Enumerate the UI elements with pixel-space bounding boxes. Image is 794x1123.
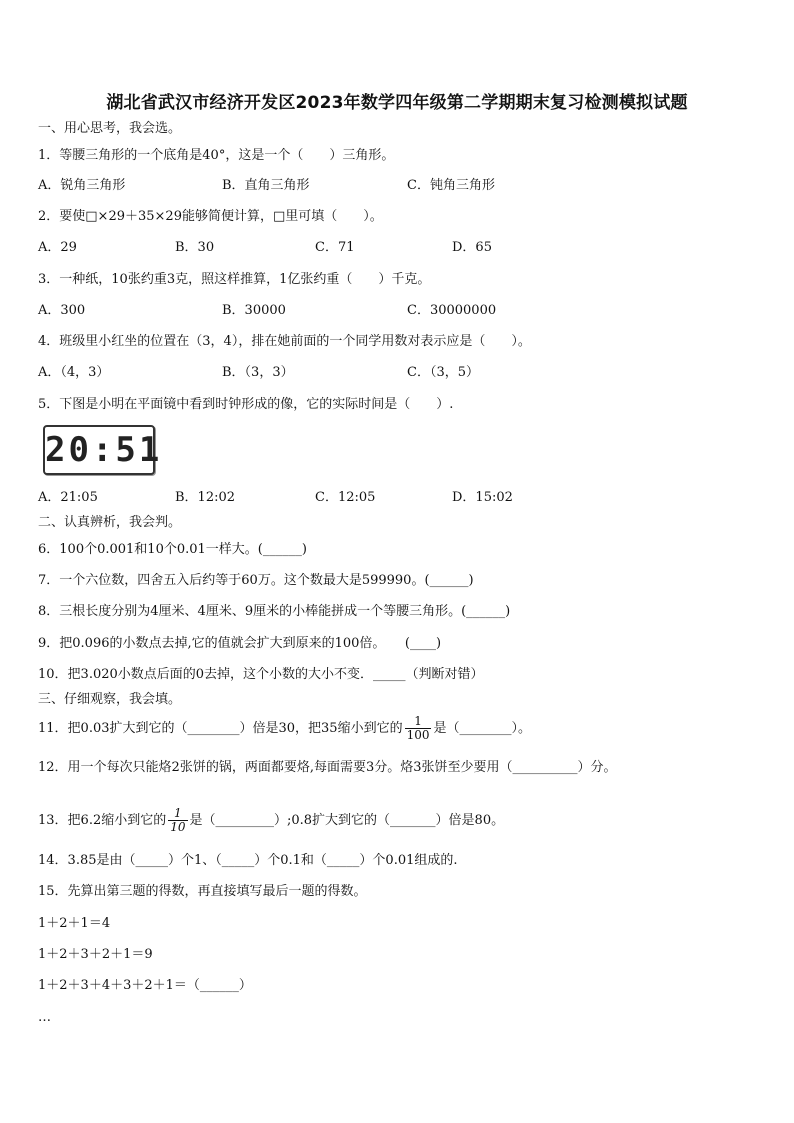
question-15: 15．先算出第三题的得数，再直接填写最后一题的得数。 — [38, 884, 367, 899]
q15-line-1: 1＋2＋1＝4 — [38, 916, 111, 931]
question-10: 10．把3.020小数点后面的0去掉，这个小数的大小不变．_____（判断对错） — [38, 667, 484, 682]
question-1: 1．等腰三角形的一个底角是40°，这是一个（ ）三角形。 — [38, 148, 395, 163]
q3-option-b[interactable]: B．30000 — [222, 303, 286, 318]
q13-fraction — [168, 807, 187, 834]
section-2-heading: 二、认真辨析，我会判。 — [38, 515, 182, 530]
q13-fraction-denominator: 10 — [170, 820, 186, 834]
question-3: 3．一种纸，10张约重3克，照这样推算，1亿张约重（ ）千克。 — [38, 272, 431, 287]
q1-option-c[interactable]: C．钝角三角形 — [407, 178, 495, 193]
question-8: 8．三根长度分别为4厘米、4厘米、9厘米的小棒能拼成一个等腰三角形。(______) — [38, 604, 511, 619]
q4-option-a[interactable]: A．（4，3） — [38, 365, 110, 380]
question-4: 4．班级里小红坐的位置在（3，4），排在她前面的一个同学用数对表示应是（ ）。 — [38, 334, 531, 349]
q11-fraction — [405, 715, 432, 742]
question-9: 9．把0.096的小数点去掉,它的值就会扩大到原来的100倍。 (____) — [38, 636, 442, 651]
q15-line-4: … — [38, 1010, 51, 1025]
exam-title: 湖北省武汉市经济开发区2023年数学四年级第二学期期末复习检测模拟试题 — [106, 93, 688, 113]
q11-fraction-numerator: 1 — [414, 714, 422, 728]
question-14: 14．3.85是由（_____）个1、（_____）个0.1和（_____）个0.01组成的. — [38, 853, 458, 868]
q15-line-3: 1＋2＋3＋4＋3＋2＋1＝（______） — [38, 978, 252, 993]
q3-option-a[interactable]: A．300 — [38, 303, 86, 318]
q5-option-a[interactable]: A．21:05 — [38, 490, 98, 505]
q13-text-part1: 13．把6.2缩小到它的 — [38, 813, 167, 828]
question-12: 12．用一个每次只能烙2张饼的锅，两面都要烙,每面需要3分。烙3张饼至少要用（__________）分。 — [38, 760, 617, 775]
q2-option-d[interactable]: D．65 — [452, 240, 492, 255]
q11-text-part2: 是（________）。 — [433, 721, 531, 736]
mirrored-clock-image — [43, 425, 163, 475]
question-6: 6．100个0.001和10个0.01一样大。(______) — [38, 542, 307, 557]
q4-option-c[interactable]: C．（3，5） — [407, 365, 479, 380]
q3-option-c[interactable]: C．30000000 — [407, 303, 497, 318]
q2-option-c[interactable]: C．71 — [315, 240, 355, 255]
q5-option-b[interactable]: B．12:02 — [175, 490, 236, 505]
q1-option-a[interactable]: A．锐角三角形 — [38, 178, 126, 193]
q13-text-part2: 是（_________）;0.8扩大到它的（_______）倍是80。 — [189, 813, 505, 828]
q2-option-a[interactable]: A．29 — [38, 240, 77, 255]
question-2: 2．要使□×29＋35×29能够简便计算，□里可填（ ）。 — [38, 209, 383, 224]
question-5: 5．下图是小明在平面镜中看到时钟形成的像，它的实际时间是（ ）. — [38, 397, 454, 412]
section-1-heading: 一、用心思考，我会选。 — [38, 121, 182, 136]
q11-text-part1: 11．把0.03扩大到它的（________）倍是30，把35缩小到它的 — [38, 721, 403, 736]
q2-option-b[interactable]: B．30 — [175, 240, 215, 255]
question-13 — [38, 806, 504, 836]
question-11 — [38, 714, 531, 744]
question-7: 7．一个六位数，四舍五入后约等于60万。这个数最大是599990。(______) — [38, 573, 474, 588]
q5-option-c[interactable]: C．12:05 — [315, 490, 376, 505]
q11-fraction-denominator: 100 — [406, 728, 430, 742]
q13-fraction-numerator: 1 — [174, 806, 182, 820]
q5-option-d[interactable]: D．15:02 — [452, 490, 513, 505]
clock-digits: 20:51 — [45, 430, 163, 470]
q4-option-b[interactable]: B．（3，3） — [222, 365, 294, 380]
section-3-heading: 三、仔细观察，我会填。 — [38, 692, 182, 707]
q1-option-b[interactable]: B．直角三角形 — [222, 178, 310, 193]
q15-line-2: 1＋2＋3＋2＋1＝9 — [38, 947, 153, 962]
